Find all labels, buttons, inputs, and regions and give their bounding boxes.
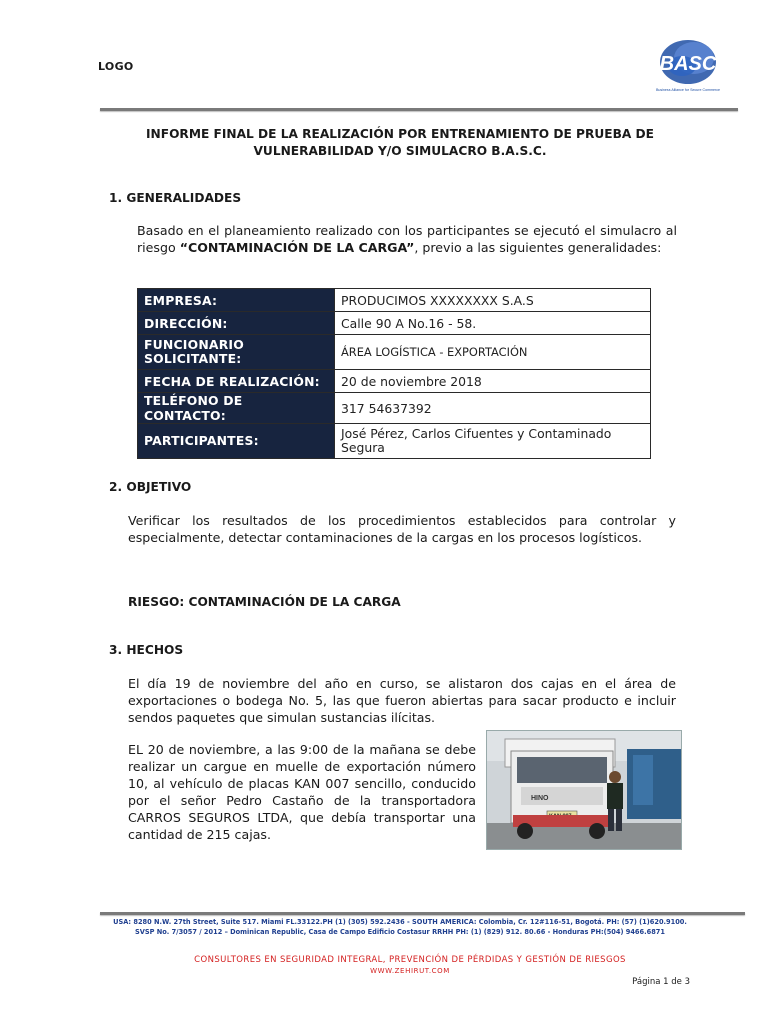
- intro-text-post: , previo a las siguientes generalidades:: [414, 240, 662, 255]
- generalidades-intro: [137, 222, 677, 256]
- row-value-direccion: Calle 90 A No.16 - 58.: [335, 312, 651, 335]
- row-label-participantes: PARTICIPANTES:: [138, 424, 335, 459]
- title-line-1: INFORME FINAL DE LA REALIZACIÓN POR ENTRENAMIENTO DE PRUEBA DE: [146, 127, 654, 141]
- basc-tagline: Business Alliance for Secure Commerce: [655, 88, 721, 92]
- footer-divider: [100, 912, 745, 915]
- document-title: [120, 126, 680, 160]
- footer-address: USA: 8280 N.W. 27th Street, Suite 517. Miami FL.33122.PH (1) (305) 592.2436 - SOUTH AMERICA: Colombia, Cr. 12#116-51, Bogotá. PH: (57) (1)620.9100. SVSP No. 7/3057 / 2012 – Dominican Republic, Casa de Campo Edificio Costasur RRHH PH: (1) (829) 912. 80.66 - Honduras PH:(504) 9466.6871: [113, 918, 687, 936]
- basc-logo-text: BASC: [659, 53, 717, 75]
- hechos-paragraph-1: El día 19 de noviembre del año en curso, se alistaron dos cajas en el área de exportaciones o bodega No. 5, las que fueron abiertas para sacar producto e incluir sendos paquetes que simulan sustancias ilícitas.: [128, 676, 676, 725]
- row-label-direccion: DIRECCIÓN:: [138, 312, 335, 335]
- logo-placeholder: LOGO: [98, 60, 134, 73]
- header-divider: [100, 108, 738, 111]
- intro-risk-bold: “CONTAMINACIÓN DE LA CARGA”: [179, 240, 415, 255]
- row-value-telefono: 317 54637392: [335, 393, 651, 424]
- row-value-empresa: PRODUCIMOS XXXXXXXX S.A.S: [335, 289, 651, 312]
- intro-text-pre: Basado en el planeamiento realizado con los participantes se ejecutó el simulacro al riesgo: [137, 223, 677, 255]
- objetivo-text: Verificar los resultados de los procedimientos establecidos para controlar y especialmente, detectar contaminaciones de la cargas en los procesos logísticos.: [128, 513, 676, 545]
- row-value-fecha: 20 de noviembre 2018: [335, 370, 651, 393]
- truck-photo: [486, 730, 682, 850]
- table-row: [138, 312, 651, 335]
- table-row: [138, 393, 651, 424]
- basc-logo: [652, 38, 724, 94]
- table-row: [138, 289, 651, 312]
- truck-brand: HINO: [531, 795, 549, 802]
- title-line-2: VULNERABILIDAD Y/O SIMULACRO B.A.S.C.: [253, 144, 547, 158]
- row-value-funcionario: ÁREA LOGÍSTICA - EXPORTACIÓN: [335, 335, 651, 370]
- row-label-empresa: EMPRESA:: [138, 289, 335, 312]
- table-row: [138, 335, 651, 370]
- generalidades-table: [137, 288, 651, 459]
- section-heading-generalidades: 1. GENERALIDADES: [109, 191, 242, 205]
- hechos-paragraph-2: EL 20 de noviembre, a las 9:00 de la mañana se debe realizar un cargue en muelle de exportación número 10, al vehículo de placas KAN 007 sencillo, conducido por el señor Pedro Castaño de la transportadora CARROS SEGUROS LTDA, que debía transportar una cantidad de 215 cajas.: [128, 742, 476, 842]
- row-label-fecha: FECHA DE REALIZACIÓN:: [138, 370, 335, 393]
- table-row: [138, 370, 651, 393]
- table-row: [138, 424, 651, 459]
- section-heading-hechos: 3. HECHOS: [109, 643, 184, 657]
- risk-heading: RIESGO: CONTAMINACIÓN DE LA CARGA: [128, 595, 401, 609]
- truck-illustration: [487, 731, 681, 849]
- row-label-funcionario: FUNCIONARIO SOLICITANTE:: [138, 335, 335, 370]
- row-value-participantes: José Pérez, Carlos Cifuentes y Contaminado Segura: [335, 424, 651, 459]
- row-label-telefono: TELÉFONO DE CONTACTO:: [138, 393, 335, 424]
- footer-tagline: CONSULTORES EN SEGURIDAD INTEGRAL, PREVENCIÓN DE PÉRDIDAS Y GESTIÓN DE RIESGOS: [194, 955, 626, 965]
- footer-website: WWW.ZEHIRUT.COM: [370, 967, 450, 975]
- section-heading-objetivo: 2. OBJETIVO: [109, 480, 192, 494]
- page-number: Página 1 de 3: [632, 977, 690, 987]
